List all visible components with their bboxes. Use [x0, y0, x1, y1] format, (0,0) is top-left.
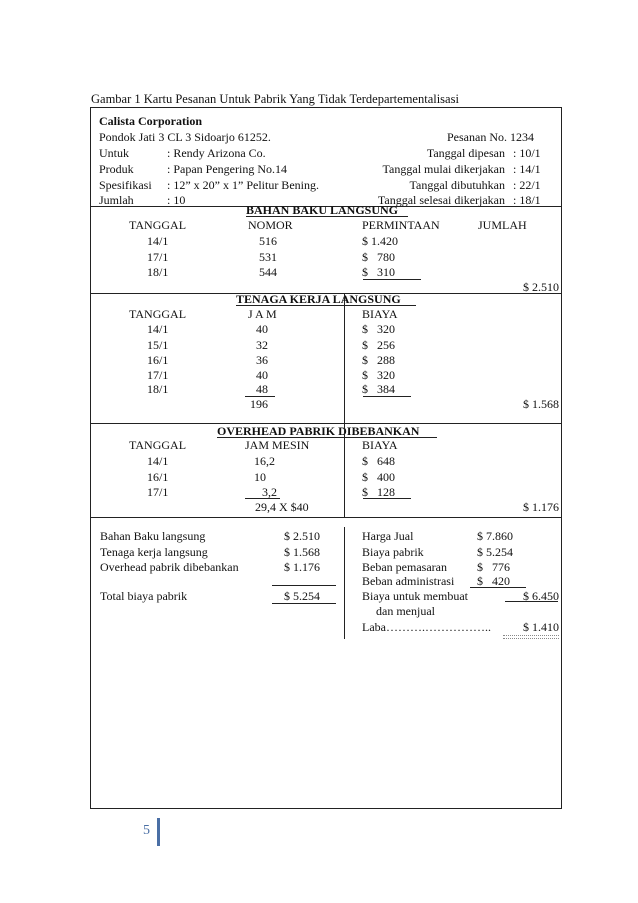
overhead-title: OVERHEAD PABRIK DIBEBANKAN	[217, 424, 420, 438]
table-cell: 16,2	[254, 454, 275, 468]
untuk-value: : Rendy Arizona Co.	[167, 146, 266, 160]
tenaga-kerja-title: TENAGA KERJA LANGSUNG	[236, 292, 401, 306]
col-nomor: NOMOR	[248, 218, 293, 232]
tanggal-selesai-value: : 18/1	[513, 193, 541, 207]
figure-caption: Gambar 1 Kartu Pesanan Untuk Pabrik Yang Tidak Terdepartementalisasi	[91, 92, 459, 106]
tanggal-dipesan-value: : 10/1	[513, 146, 541, 160]
laba-value: $ 1.410	[523, 620, 559, 634]
table-cell: 18/1	[147, 265, 169, 279]
table-cell: $ 384	[362, 382, 395, 396]
table-cell: $ 256	[362, 338, 395, 352]
beban-pemasaran-label: Beban pemasaran	[362, 560, 447, 574]
summary-label: Tenaga kerja langsung	[100, 545, 208, 559]
tanggal-dibutuhkan-label: Tanggal dibutuhkan	[409, 178, 505, 192]
spesifikasi-label: Spesifikasi	[99, 178, 152, 192]
table-cell: 15/1	[147, 338, 169, 352]
untuk-label: Untuk	[99, 146, 129, 160]
table-cell: 531	[259, 250, 277, 264]
column-divider	[344, 527, 345, 639]
col-jumlah: JUMLAH	[478, 218, 527, 232]
sum-underline	[363, 279, 421, 280]
beban-administrasi-label: Beban administrasi	[362, 574, 455, 588]
table-cell: $ 320	[362, 368, 395, 382]
table-cell: $ 400	[362, 470, 395, 484]
col-tanggal: TANGGAL	[129, 218, 187, 232]
beban-pemasaran-value: $ 776	[477, 560, 510, 574]
page-number-bar	[157, 818, 160, 846]
bahan-total: $ 2.510	[523, 280, 559, 294]
table-cell: $ 310	[362, 265, 395, 279]
table-cell: 10	[254, 470, 266, 484]
table-cell: 40	[256, 368, 268, 382]
company-name: Calista Corporation	[99, 114, 202, 128]
table-cell: $ 780	[362, 250, 395, 264]
summary-value: $ 2.510	[284, 529, 320, 543]
col-biaya: BIAYA	[362, 307, 398, 321]
beban-administrasi-value: $ 420	[477, 574, 510, 588]
table-cell: 14/1	[147, 234, 169, 248]
table-cell: $ 128	[362, 485, 395, 499]
table-cell: 36	[256, 353, 268, 367]
tanggal-mulai-label: Tanggal mulai dikerjakan	[382, 162, 505, 176]
jumlah-value: : 10	[167, 193, 186, 207]
summary-label: Overhead pabrik dibebankan	[100, 560, 239, 574]
jam-total: 196	[250, 397, 268, 411]
tanggal-dibutuhkan-value: : 22/1	[513, 178, 541, 192]
table-cell: 544	[259, 265, 277, 279]
title-underline	[236, 305, 416, 306]
summary-label: Bahan Baku langsung	[100, 529, 206, 543]
table-cell: 40	[256, 322, 268, 336]
sum-underline	[272, 585, 336, 586]
jam-mesin-total: 29,4 X $40	[255, 500, 309, 514]
table-cell: 18/1	[147, 382, 169, 396]
sum-underline	[245, 498, 280, 499]
jumlah-label: Jumlah	[99, 193, 134, 207]
table-cell: 48	[256, 382, 268, 396]
sum-underline	[363, 396, 411, 397]
spesifikasi-value: : 12” x 20” x 1” Pelitur Bening.	[167, 178, 319, 192]
produk-value: : Papan Pengering No.14	[167, 162, 287, 176]
table-cell: 14/1	[147, 322, 169, 336]
biaya-membuat-value: $ 6.450	[523, 589, 559, 603]
dan-menjual-label: dan menjual	[376, 604, 435, 618]
table-cell: 14/1	[147, 454, 169, 468]
summary-value: $ 1.176	[284, 560, 320, 574]
table-cell: $ 1.420	[362, 234, 398, 248]
tanggal-dipesan-label: Tanggal dipesan	[426, 146, 505, 160]
order-number: Pesanan No. 1234	[447, 130, 534, 144]
table-cell: 17/1	[147, 368, 169, 382]
title-underline	[246, 216, 408, 217]
harga-jual-value: $ 7.860	[477, 529, 513, 543]
page-number: 5	[143, 823, 150, 838]
table-cell: 16/1	[147, 470, 169, 484]
tanggal-selesai-label: Tanggal selesai dikerjakan	[377, 193, 505, 207]
column-divider	[344, 293, 345, 423]
table-cell: 17/1	[147, 485, 169, 499]
dotted-rule	[503, 638, 559, 639]
sum-underline	[470, 587, 526, 588]
table-cell: 16/1	[147, 353, 169, 367]
column-divider	[344, 423, 345, 517]
dotted-rule	[503, 635, 559, 636]
total-biaya-pabrik-label: Total biaya pabrik	[100, 589, 188, 603]
table-cell: $ 320	[362, 322, 395, 336]
col-biaya: BIAYA	[362, 438, 398, 452]
table-cell: 516	[259, 234, 277, 248]
tanggal-mulai-value: : 14/1	[513, 162, 541, 176]
sum-underline	[272, 603, 336, 604]
table-cell: 3,2	[262, 485, 277, 499]
summary-value: $ 1.568	[284, 545, 320, 559]
company-address: Pondok Jati 3 CL 3 Sidoarjo 61252.	[99, 130, 271, 144]
col-permintaan: PERMINTAAN	[362, 218, 440, 232]
laba-label: Laba……….……………..	[362, 620, 491, 634]
table-cell: 32	[256, 338, 268, 352]
produk-label: Produk	[99, 162, 134, 176]
biaya-pabrik-label: Biaya pabrik	[362, 545, 424, 559]
table-cell: $ 288	[362, 353, 395, 367]
tenaga-total: $ 1.568	[523, 397, 559, 411]
col-tanggal: TANGGAL	[129, 438, 187, 452]
overhead-total: $ 1.176	[523, 500, 559, 514]
table-cell: $ 648	[362, 454, 395, 468]
biaya-membuat-label: Biaya untuk membuat	[362, 589, 468, 603]
harga-jual-label: Harga Jual	[362, 529, 414, 543]
section-divider	[90, 517, 562, 518]
biaya-pabrik-value: $ 5.254	[477, 545, 513, 559]
table-cell: 17/1	[147, 250, 169, 264]
col-jam-mesin: JAM MESIN	[245, 438, 310, 452]
sum-underline	[505, 601, 558, 602]
total-biaya-pabrik-value: $ 5.254	[284, 589, 320, 603]
col-tanggal: TANGGAL	[129, 307, 187, 321]
sum-underline	[363, 498, 411, 499]
col-jam: J A M	[248, 307, 277, 321]
bahan-baku-title: BAHAN BAKU LANGSUNG	[246, 203, 399, 217]
